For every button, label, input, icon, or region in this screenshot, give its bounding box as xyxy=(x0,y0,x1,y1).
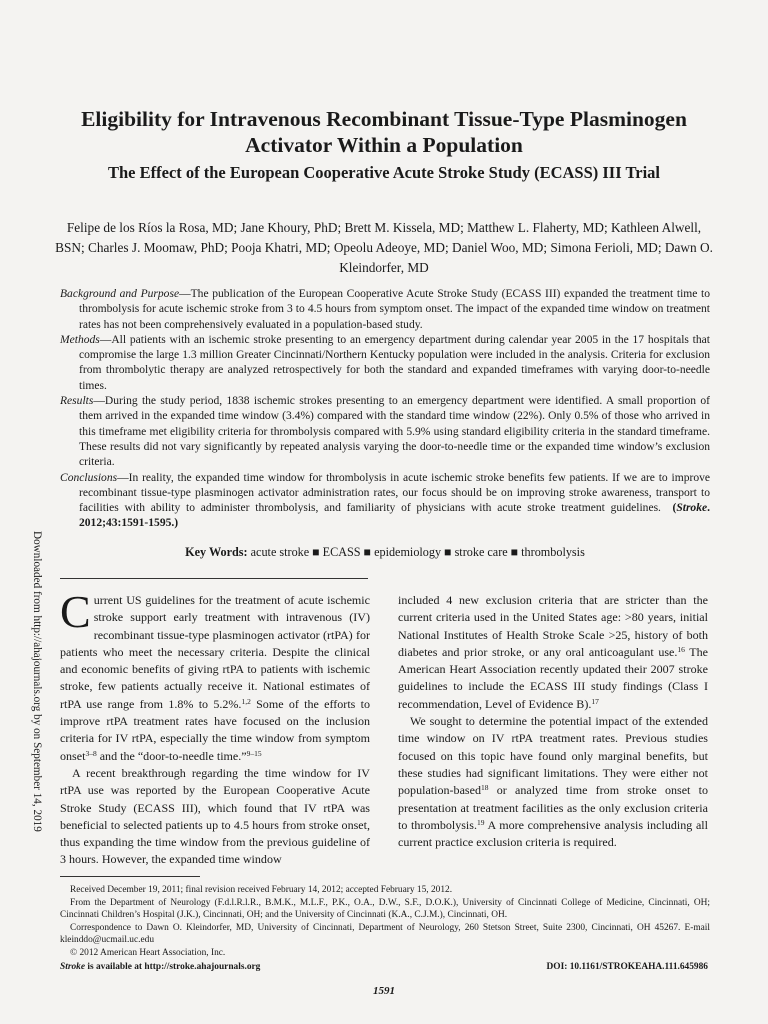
body-text: or analyzed time from stroke onset to presentation at treatment facilities as the only exclusion criteria to thrombolysis. xyxy=(398,783,708,832)
keyword-item: acute stroke xyxy=(250,545,310,559)
footnote-copyright: © 2012 American Heart Association, Inc. xyxy=(70,947,226,958)
doi: DOI: 10.1161/STROKEAHA.111.645986 xyxy=(546,962,708,972)
reference-superscript: 17 xyxy=(591,696,599,706)
footnote-correspondence: Correspondence to Dawn O. Kleindorfer, MD, University of Cincinnati, Department of Neurology, 260 Stetson Street, Suite 2300, Cincinnati, OH 45267. E-mail kleinddo@ucmail.uc.edu xyxy=(60,922,710,946)
keyword-separator: ■ xyxy=(444,545,452,559)
reference-superscript: 9–15 xyxy=(246,748,262,758)
body-text: and the “door-to-needle time.” xyxy=(96,748,247,763)
citation-journal: Stroke xyxy=(676,502,708,515)
abstract-background-heading: Background and Purpose xyxy=(60,288,180,300)
abstract-conclusions-text: —In reality, the expanded time window for thrombolysis in acute ischemic stroke benefits few patients. If we are to improve recombinant tissue-type plasminogen activator administration rates, our focus should be on improving stroke awareness, transport to facilities with ability to administer thrombolysis, and familiarity of physicians with acute stroke treatment guidelines. xyxy=(79,471,710,515)
journal-availability xyxy=(60,962,260,972)
abstract xyxy=(60,287,710,532)
abstract-results xyxy=(60,394,710,470)
footer-availability-text: is available at http://stroke.ahajournals.org xyxy=(85,962,261,972)
citation-details: . 2012;43:1591-1595. xyxy=(79,502,710,530)
keywords xyxy=(60,545,710,560)
article-title: Eligibility for Intravenous Recombinant Tissue-Type Plasminogen Activator Within a Population xyxy=(81,107,687,157)
body-text: A more comprehensive analysis including all current practice exclusion criteria is required. xyxy=(398,817,708,850)
reference-superscript: 3–8 xyxy=(85,748,97,758)
body-paragraph-2: A recent breakthrough regarding the time window for IV rtPA use was reported by the European Cooperative Acute Stroke Study (ECASS III), which found that IV rtPA was beneficial to selected patients up to 4.5 hours from stroke onset, thus expanding the time window from the previous guideline of 3 hours. However, the expanded time window xyxy=(60,765,370,867)
body-left-column xyxy=(60,586,370,869)
keyword-item: stroke care xyxy=(454,545,508,559)
abstract-methods xyxy=(60,333,710,394)
keyword-item: ECASS xyxy=(322,545,361,559)
body-text: Some of the efforts to improve rtPA treatment rates have focused on the inclusion criteria for IV rtPA, especially the time window from symptom onset xyxy=(60,696,370,763)
abstract-background-text: —The publication of the European Cooperative Acute Stroke Study (ECASS III) expanded the treatment time to thrombolysis for acute ischemic stroke from 3 to 4.5 hours from symptom onset. The impact of the expanded time window on treatment rates has not been comprehensively evaluated in a population-based study. xyxy=(79,288,710,331)
reference-superscript: 16 xyxy=(677,644,685,654)
body-text: The American Heart Association recently updated their 2007 stroke guidelines to include the ECASS III study findings (Class I recommendation, Level of Evidence B). xyxy=(398,644,709,711)
footnote-affiliations: From the Department of Neurology (F.d.l.R.l.R., B.M.K., M.L.F., P.K., O.A., D.W., S.F., D.O.K.), University of Cincinnati College of Medicine, Cincinnati, OH; Cincinnati Children’s Hospital (J.K.), Cincinnati, OH; and the University of Cincinnati (K.A., C.J.M.), Cincinnati, OH. xyxy=(60,897,710,921)
body-text: We sought to determine the potential impact of the extended time window on IV rtPA treatment rates. Previous studies focused on this topic have found only marginal benefits, but these studies had significant limitations. They were either not population-based xyxy=(398,714,708,798)
abstract-conclusions-heading: Conclusions xyxy=(60,471,118,484)
footnote-received: Received December 19, 2011; final revision received February 14, 2012; accepted February 15, 2012. xyxy=(70,885,453,895)
article-subtitle: The Effect of the European Cooperative Acute Stroke Study (ECASS) III Trial xyxy=(108,163,660,182)
citation-open-paren: ( xyxy=(672,502,677,515)
keyword-item: epidemiology xyxy=(374,545,442,559)
reference-superscript: 1,2 xyxy=(241,696,251,706)
abstract-results-heading: Results xyxy=(60,395,94,408)
abstract-conclusions xyxy=(60,471,710,532)
author-list: Felipe de los Ríos la Rosa, MD; Jane Khoury, PhD; Brett M. Kissela, MD; Matthew L. Flaherty, MD; Kathleen Alwell, BSN; Charles J. Moomaw, PhD; Pooja Khatri, MD; Opeolu Adeoye, MD; Daniel Woo, MD; Simona Ferioli, MD; Dawn O. Kleindorfer, MD xyxy=(55,220,713,275)
body-right-column xyxy=(398,592,708,851)
page-number: 1591 xyxy=(373,985,395,997)
footnote-rule xyxy=(60,876,200,877)
abstract-methods-text: —All patients with an ischemic stroke presenting to an emergency department during calendar year 2005 in the 17 hospitals that compromise the large 1.3 million Greater Cincinnati/Northern Kentucky population were included in the analysis. Criteria for exclusion from thrombolytic therapy are analyzed retrospectively for both the standard and expanded timeframes with varying door-to-needle times. xyxy=(79,333,710,392)
body-text: urrent US guidelines for the treatment of acute ischemic stroke support early treatment with intravenous (IV) recombinant tissue-type plasminogen activator (rtPA) for patients who meet the necessary criteria. Despite the clinical and economic benefits of giving rtPA to patients with ischemic stroke, few patients actually receive it. National estimates of rtPA use range from 1.8% to 5.2%. xyxy=(60,593,370,711)
keyword-separator: ■ xyxy=(363,545,372,559)
reference-superscript: 19 xyxy=(476,817,485,827)
citation-close-paren: ) xyxy=(174,517,179,530)
footer-journal-name: Stroke xyxy=(60,962,86,972)
footnotes xyxy=(60,884,710,960)
drop-cap: C xyxy=(60,586,91,637)
body-paragraph-1 xyxy=(60,586,370,765)
abstract-background xyxy=(60,287,710,333)
keyword-separator: ■ xyxy=(312,545,320,559)
keyword-separator: ■ xyxy=(510,545,519,559)
left-column-rule xyxy=(60,578,368,579)
body-paragraph-3 xyxy=(398,592,708,713)
reference-superscript: 18 xyxy=(480,783,489,793)
keyword-item: thrombolysis xyxy=(521,545,585,559)
abstract-methods-heading: Methods xyxy=(60,333,100,346)
keywords-label: Key Words: xyxy=(185,545,248,559)
download-watermark: Downloaded from http://ahajournals.org by on September 14, 2019 xyxy=(31,531,43,832)
abstract-results-text: —During the study period, 1838 ischemic strokes presenting to an emergency department were identified. A small proportion of them arrived in the expanded time window (3.4%) compared with the standard time window (22%). Only 0.5% of those who arrived in this timeframe met eligibility criteria for thrombolysis compared with 5.9% using standard eligibility criteria in the standard timeframe. These results did not vary significantly by repeated analysis varying the door-to-needle time or the expanded time window’s exclusion criteria. xyxy=(79,395,710,469)
body-text: included 4 new exclusion criteria that are stricter than the current criteria used in the United States age: >80 years, initial National Institutes of Health Stroke Scale >25, history of both diabetes and prior stroke, or any oral anticoagulant use. xyxy=(398,593,708,659)
body-paragraph-4 xyxy=(398,713,708,851)
